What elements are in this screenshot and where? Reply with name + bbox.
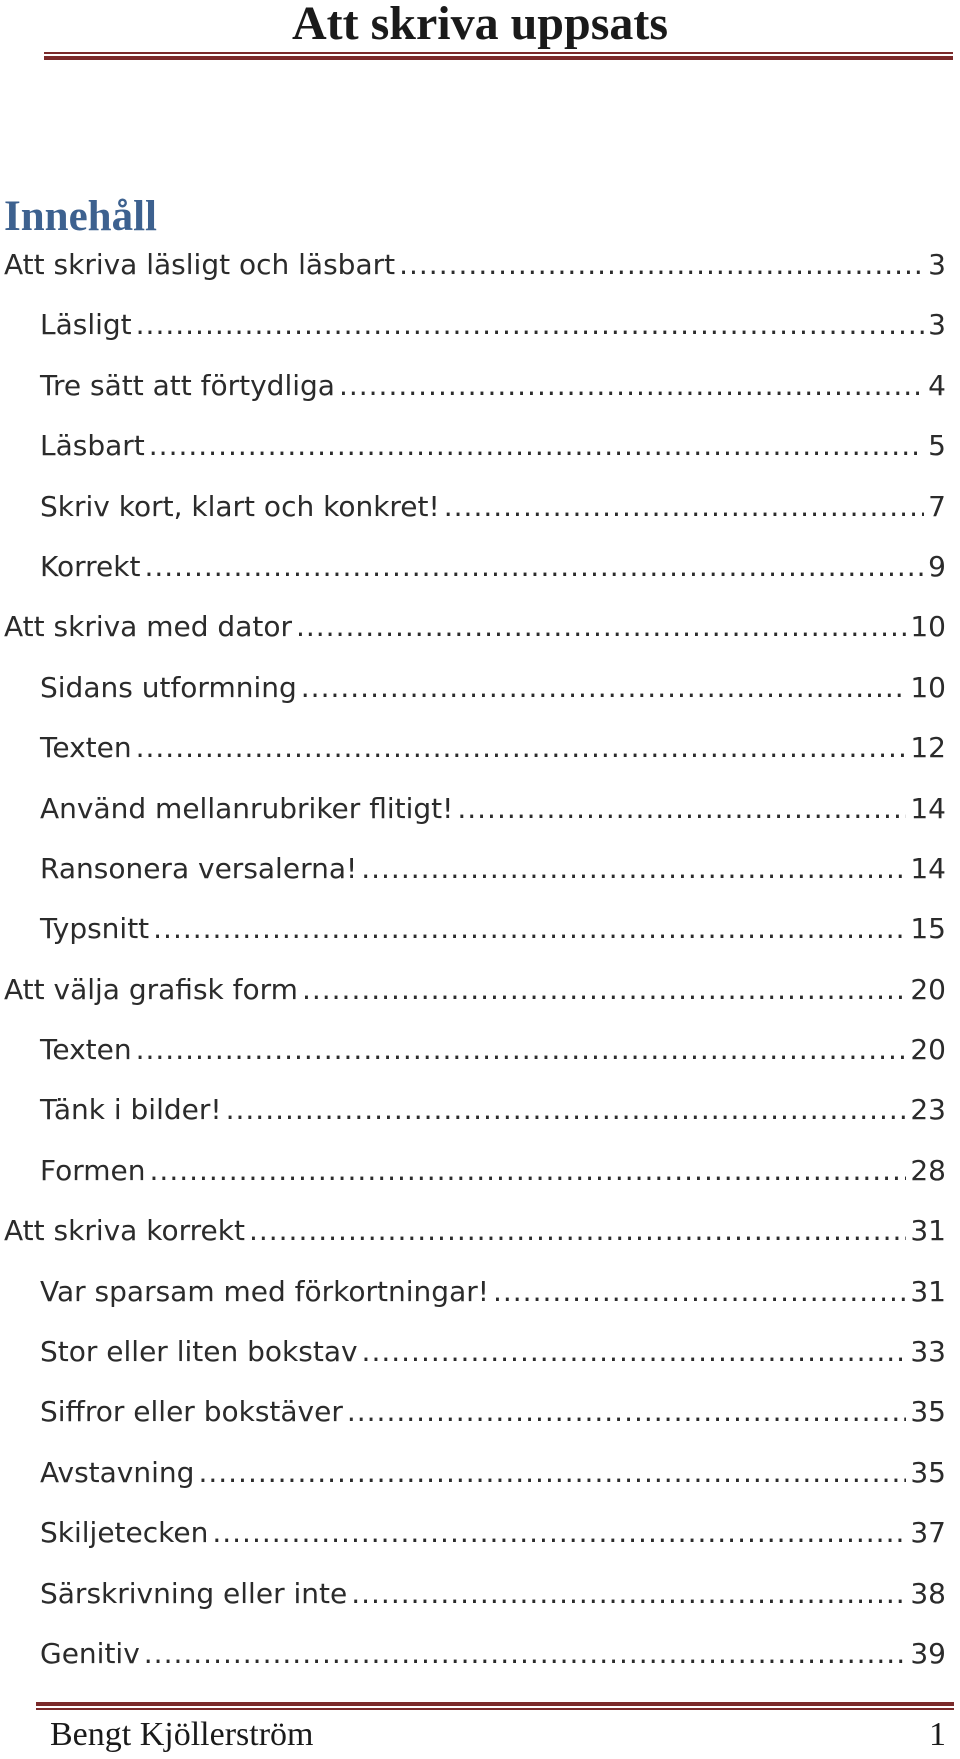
toc-dot-leader [296, 602, 906, 652]
toc-entry-page-number: 35 [910, 1395, 946, 1429]
toc-entry[interactable] [0, 1085, 960, 1145]
toc-entry-page-number: 35 [910, 1455, 946, 1489]
toc-entry[interactable] [0, 784, 960, 844]
toc-entry-page-number: 3 [928, 248, 946, 281]
toc-dot-leader [347, 1387, 907, 1437]
toc-entry[interactable] [0, 421, 960, 481]
toc-entry-page-number: 3 [928, 308, 946, 342]
toc-entry-label: Att skriva läsligt och läsbart [4, 248, 396, 281]
toc-entry-page-number: 39 [910, 1636, 946, 1670]
toc-dot-leader [301, 663, 907, 713]
toc-entry[interactable] [0, 1629, 960, 1689]
toc-entry[interactable] [0, 602, 960, 662]
toc-entry[interactable] [0, 1025, 960, 1085]
toc-entry[interactable] [0, 1448, 960, 1508]
header-rule-thick-line [44, 56, 953, 60]
toc-entry-page-number: 31 [910, 1274, 946, 1308]
toc-dot-leader [153, 904, 906, 954]
toc-dot-leader [457, 784, 906, 834]
toc-entry[interactable] [0, 1387, 960, 1447]
toc-entry[interactable] [0, 482, 960, 542]
toc-entry-page-number: 12 [910, 731, 946, 765]
toc-entry-page-number: 37 [910, 1516, 946, 1550]
toc-heading: Innehåll [4, 193, 157, 240]
toc-entry-label: Att skriva korrekt [4, 1214, 245, 1248]
toc-entry-label: Ransonera versalerna! [40, 851, 358, 885]
toc-entry[interactable] [0, 1267, 960, 1327]
document-header-title: Att skriva uppsats [291, 0, 669, 50]
toc-dot-leader [351, 1569, 906, 1619]
toc-entry[interactable] [0, 300, 960, 360]
footer-author: Bengt Kjöllerström [50, 1716, 314, 1753]
toc-dot-leader [136, 300, 925, 350]
toc-entry-label: Skriv kort, klart och konkret! [40, 489, 440, 523]
toc-entry-label: Genitiv [40, 1636, 140, 1670]
toc-dot-leader [444, 482, 924, 532]
toc-dot-leader [226, 1085, 907, 1135]
toc-entry-label: Tänk i bilder! [40, 1093, 222, 1127]
toc-dot-leader [493, 1267, 906, 1317]
toc-dot-leader [362, 1327, 907, 1377]
toc-entry-label: Att skriva med dator [4, 610, 292, 644]
toc-dot-leader [302, 965, 906, 1015]
toc-entry-page-number: 4 [928, 368, 946, 402]
toc-entry[interactable] [0, 1146, 960, 1206]
footer-rule-thick-line [36, 1702, 954, 1706]
toc-entry-page-number: 14 [910, 791, 946, 825]
toc-entry[interactable] [0, 361, 960, 421]
toc-entry[interactable] [0, 904, 960, 964]
toc-entry-page-number: 14 [910, 851, 946, 885]
toc-entry-page-number: 20 [910, 972, 946, 1006]
toc-entry-page-number: 33 [910, 1335, 946, 1369]
toc-entry[interactable] [0, 1206, 960, 1266]
toc-entry-label: Var sparsam med förkortningar! [40, 1274, 489, 1308]
toc-dot-leader [361, 844, 906, 894]
toc-entry[interactable] [0, 663, 960, 723]
toc-dot-leader [144, 542, 924, 592]
toc-entry-page-number: 9 [928, 549, 946, 583]
toc-entry-label: Att välja grafisk form [4, 972, 298, 1006]
toc-dot-leader [339, 361, 924, 411]
toc-entry-label: Texten [40, 1033, 132, 1067]
toc-entry-label: Korrekt [40, 549, 141, 583]
toc-dot-leader [144, 1629, 907, 1679]
toc-entry-label: Läsligt [40, 308, 132, 342]
toc-entry-page-number: 20 [910, 1033, 946, 1067]
toc-entry-page-number: 38 [910, 1576, 946, 1610]
toc-entry[interactable] [0, 240, 960, 300]
table-of-contents [0, 240, 960, 1689]
toc-entry-page-number: 10 [910, 610, 946, 644]
toc-entry[interactable] [0, 1508, 960, 1568]
header-rule-thin-line [44, 52, 953, 54]
toc-entry-page-number: 31 [910, 1214, 946, 1248]
toc-dot-leader [399, 240, 924, 290]
toc-entry[interactable] [0, 542, 960, 602]
toc-dot-leader [212, 1508, 906, 1558]
toc-dot-leader [149, 421, 924, 471]
toc-entry-label: Formen [40, 1153, 146, 1187]
toc-entry-page-number: 7 [928, 489, 946, 523]
toc-entry-label: Läsbart [40, 429, 145, 463]
toc-dot-leader [136, 1025, 907, 1075]
toc-entry-label: Texten [40, 731, 132, 765]
toc-entry[interactable] [0, 844, 960, 904]
toc-entry-label: Avstavning [40, 1455, 195, 1489]
toc-entry-page-number: 15 [910, 912, 946, 946]
toc-entry-page-number: 28 [910, 1153, 946, 1187]
toc-entry[interactable] [0, 965, 960, 1025]
toc-dot-leader [150, 1146, 907, 1196]
toc-entry-label: Typsnitt [40, 912, 150, 946]
toc-entry[interactable] [0, 1569, 960, 1629]
toc-dot-leader [198, 1448, 906, 1498]
toc-entry-label: Tre sätt att förtydliga [40, 368, 335, 402]
toc-dot-leader [249, 1206, 906, 1256]
toc-entry-label: Stor eller liten bokstav [40, 1335, 358, 1369]
header-double-rule [44, 52, 953, 60]
toc-entry-page-number: 23 [910, 1093, 946, 1127]
toc-entry-label: Skiljetecken [40, 1516, 209, 1550]
toc-entry-label: Siffror eller bokstäver [40, 1395, 343, 1429]
toc-entry[interactable] [0, 1327, 960, 1387]
toc-entry[interactable] [0, 723, 960, 783]
footer-double-rule [36, 1702, 954, 1710]
toc-dot-leader [136, 723, 907, 773]
toc-entry-label: Särskrivning eller inte [40, 1576, 348, 1610]
toc-entry-page-number: 10 [910, 670, 946, 704]
footer-rule-thin-line [36, 1708, 954, 1710]
footer-page-number: 1 [929, 1716, 946, 1753]
toc-entry-label: Använd mellanrubriker flitigt! [40, 791, 454, 825]
toc-entry-page-number: 5 [928, 429, 946, 463]
toc-entry-label: Sidans utformning [40, 670, 297, 704]
